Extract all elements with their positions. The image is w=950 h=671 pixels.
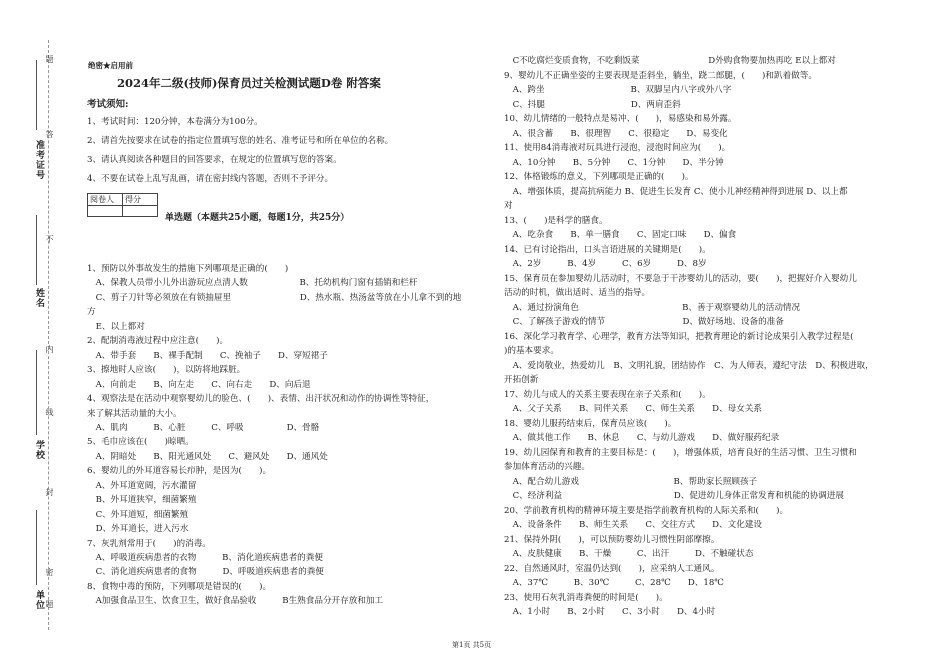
grader-cell: 阅卷人	[88, 194, 123, 206]
name-label: 姓名	[34, 288, 44, 308]
question-line: 15、保育员在参加婴幼儿活动时，不要急于干涉婴幼儿的活动，要( )，把握好介入婴幼儿	[504, 273, 857, 284]
school-label: 学校	[34, 440, 44, 460]
question-line: 7、灰乳剂常用于( )的消毒。	[87, 538, 211, 549]
notice-item: 3、请认真阅读各种题目的回答要求，在规定的位置填写您的答案。	[87, 155, 342, 165]
question-line: 10、幼儿情绪的一般特点是易冲、( )，易感染和易外露。	[504, 114, 737, 124]
score-blank[interactable]	[123, 206, 158, 217]
question-line: 19、幼儿园保育和教育的主要目标是：( )，增强体质，培育良好的生活习惯、卫生习惯和	[504, 447, 857, 458]
cut-mark: 题	[45, 55, 54, 64]
question-line: 16、深化学习教育学、心理学，教育方法等知识，把教育理论的新讨论成果引入教学过程是(	[504, 331, 854, 342]
question-line: 活动的时机，做出适时、适当的指导。	[504, 288, 651, 298]
secret-mark: 绝密★启用前	[88, 61, 133, 70]
question-line: C、消化道疾病患者的食物 D、呼吸道疾病患者的粪便	[87, 567, 324, 578]
question-line: A、爱岗敬业，热爱幼儿 B、文明礼貌，团结协作 C、为人师表，遵纪守法 D、积极进取，	[504, 360, 874, 371]
question-line: 5、毛巾应该在( )晾晒。	[87, 437, 194, 448]
seal-line	[48, 40, 49, 630]
question-line: A、吃杂食 B、单一膳食 C、固定口味 D、偏食	[504, 230, 737, 240]
question-line: 14、已有讨论指出，口头言语进展的关键期是( )。	[504, 244, 711, 255]
question-line: A、通过扮演角色 B、善于观察婴幼儿的活动情况	[504, 302, 801, 313]
question-line: )的基本要求。	[504, 346, 559, 356]
question-line: A、肌肉 B、心脏 C、呼吸 D、骨骼	[87, 422, 320, 433]
question-line: 12、体格锻炼的意义，下列哪项是正确的( )。	[504, 172, 694, 182]
question-line: 9、婴幼儿不正确坐姿的主要表现是歪斜坐，躺坐，跷二郎腿，( )和趴着做等。	[504, 70, 817, 81]
question-line: C、经济利益 D、促进幼儿身体正常发育和机能的协调进展	[504, 491, 845, 501]
question-line: 11、使用84消毒液对玩具进行浸泡，浸泡时间应为( )。	[504, 143, 731, 153]
question-line: A、跨坐 B、双脚呈内八字或外八字	[504, 85, 732, 95]
question-line: A、父子关系 B、同伴关系 C、师生关系 D、母女关系	[504, 404, 763, 414]
question-line: C、抖腿 D、两肩歪斜	[504, 99, 681, 110]
question-line: A、皮肤健康 B、干燥 C、出汗 D、不触碰状态	[504, 549, 754, 559]
cut-mark: 不	[45, 235, 54, 244]
question-line: 23、使用石灰乳消毒粪便的时间是( )。	[504, 592, 668, 603]
question-line: A、2岁 B、4岁 C、6岁 D、8岁	[504, 259, 707, 269]
question-line: 17、幼儿与成人的关系主要表现在亲子关系和( )。	[504, 389, 711, 400]
question-line: 2、配制消毒液过程中应注意( )。	[87, 336, 229, 347]
question-line: E、以上都对	[87, 321, 145, 332]
question-line: B、外耳道狭窄，细菌繁殖	[87, 495, 197, 506]
question-line: A、10分钟 B、5分钟 C、1分钟 D、半分钟	[504, 157, 724, 168]
score-table	[87, 193, 158, 217]
question-line: C、外耳道短，细菌繁殖	[87, 509, 189, 520]
exam-id-line	[36, 60, 37, 130]
school-line	[36, 350, 37, 435]
question-line: C、剪子刀针等必须放在有锁抽屉里 D、热水瓶、热汤盆等放在小儿拿不到的地	[87, 292, 462, 303]
question-line: A、配合幼儿游戏 B、帮助家长照顾孩子	[504, 476, 758, 487]
question-line: 4、观察法是在活动中观察婴幼儿的脸色、( )、表情、出汗状况和动作的协调性等特征，	[87, 394, 435, 405]
question-line: 13、( )是科学的膳食。	[504, 215, 608, 226]
question-line: 参加体育活动的兴趣。	[504, 462, 590, 472]
cut-mark: 答	[45, 130, 54, 139]
grader-blank[interactable]	[88, 206, 123, 217]
question-line: A、保教人员带小儿外出游玩应点清人数 B、托幼机构门窗有插销和栏杆	[87, 278, 418, 289]
question-line: A、带手套 B、裸手配制 C、挽袖子 D、穿短裙子	[87, 350, 328, 361]
question-line: 3、擦地时人应该( )，以防将地踩脏。	[87, 365, 246, 376]
page-footer: 第1页 共5页	[452, 641, 492, 649]
question-line: A加强食品卫生、饮食卫生，做好食品验收 B生熟食品分开存放和加工	[87, 596, 384, 607]
question-line: 18、婴幼儿服药结束后，保育员应该( )。	[504, 418, 677, 429]
question-line: 开拓创新	[504, 375, 539, 385]
question-line: D、外耳道长，进入污水	[87, 524, 189, 535]
cut-mark: 内	[45, 345, 54, 354]
question-line: A、呼吸道疾病患者的衣物 B、消化道疾病患者的粪便	[87, 553, 323, 563]
question-line: 20、学前教育机构的精神环境主要是指学前教育机构的人际关系和( )。	[504, 505, 789, 516]
cut-mark: 线	[45, 408, 54, 417]
section-heading: 单选题（本题共25小题，每题1分，共25分）	[165, 213, 350, 223]
question-line: A、很含蓄 B、很理智 C、很稳定 D、易变化	[504, 128, 728, 139]
question-line: 1、预防以外事故发生的措施下列哪项是正确的( )	[87, 264, 289, 274]
question-line: 8、食物中毒的预防，下列哪项是错误的( )。	[87, 581, 272, 592]
question-line: C、了解孩子游戏的情节 D、做好场地、设备的准备	[504, 317, 784, 327]
question-line: 对	[504, 201, 513, 211]
cut-mark: 题	[45, 600, 54, 609]
unit-line	[36, 510, 37, 585]
unit-label: 单位	[34, 590, 44, 610]
cut-mark: 密	[45, 568, 54, 577]
question-line: A、设备条件 B、师生关系 C、交往方式 D、文化建设	[504, 520, 763, 530]
score-cell: 得分	[123, 194, 158, 206]
question-line: A、1小时 B、2小时 C、3小时 D、4小时	[504, 607, 716, 617]
notice-item: 4、不要在试卷上乱写乱画，请在密封线内答题，否则不予评分。	[87, 174, 334, 184]
question-line: A、阴暗处 B、阳光通风处 C、避风处 D、通风处	[87, 451, 328, 462]
question-line: 方	[87, 307, 96, 318]
question-line: 来了解其活动量的大小。	[87, 408, 182, 419]
question-line: 6、婴幼儿的外耳道容易长疖肿，是因为( )。	[87, 466, 272, 477]
exam-title: 2024年二级(技师)保育员过关检测试题D卷 附答案	[117, 76, 381, 90]
exam-id-label: 准考证号	[34, 140, 44, 180]
question-line: A、外耳道宽阔，污水灌留	[87, 480, 197, 491]
question-line: C不吃腐烂变质食物，不吃剩饭菜 D外购食物要加热再吃 E以上都对	[504, 56, 836, 66]
notice-item: 1、考试时间：120分钟，本卷满分为100分。	[87, 117, 263, 127]
notice-item: 2、请首先按要求在试卷的指定位置填写您的姓名、准考证号和所在单位的名称。	[87, 136, 394, 146]
cut-mark: 封	[45, 488, 54, 497]
question-line: A、做其他工作 B、休息 C、与幼儿游戏 D、做好服药纪录	[504, 433, 780, 443]
question-line: 21、保持外阴( )，可以预防婴幼儿习惯性阴部摩擦。	[504, 534, 720, 545]
question-line: A、37℃ B、30℃ C、28℃ D、18℃	[504, 578, 724, 588]
question-line: A、向前走 B、向左走 C、向右走 D、向后退	[87, 379, 311, 390]
name-line	[36, 215, 37, 285]
question-line: 22、自然通风时，室温仍达到( )，应采纳人工通风。	[504, 563, 720, 574]
notice-heading: 考试须知:	[87, 99, 129, 110]
question-line: A、增强体质，提高抗病能力 B、促进生长发育 C、使小儿神经精神得到进展 D、以上都	[504, 186, 848, 197]
